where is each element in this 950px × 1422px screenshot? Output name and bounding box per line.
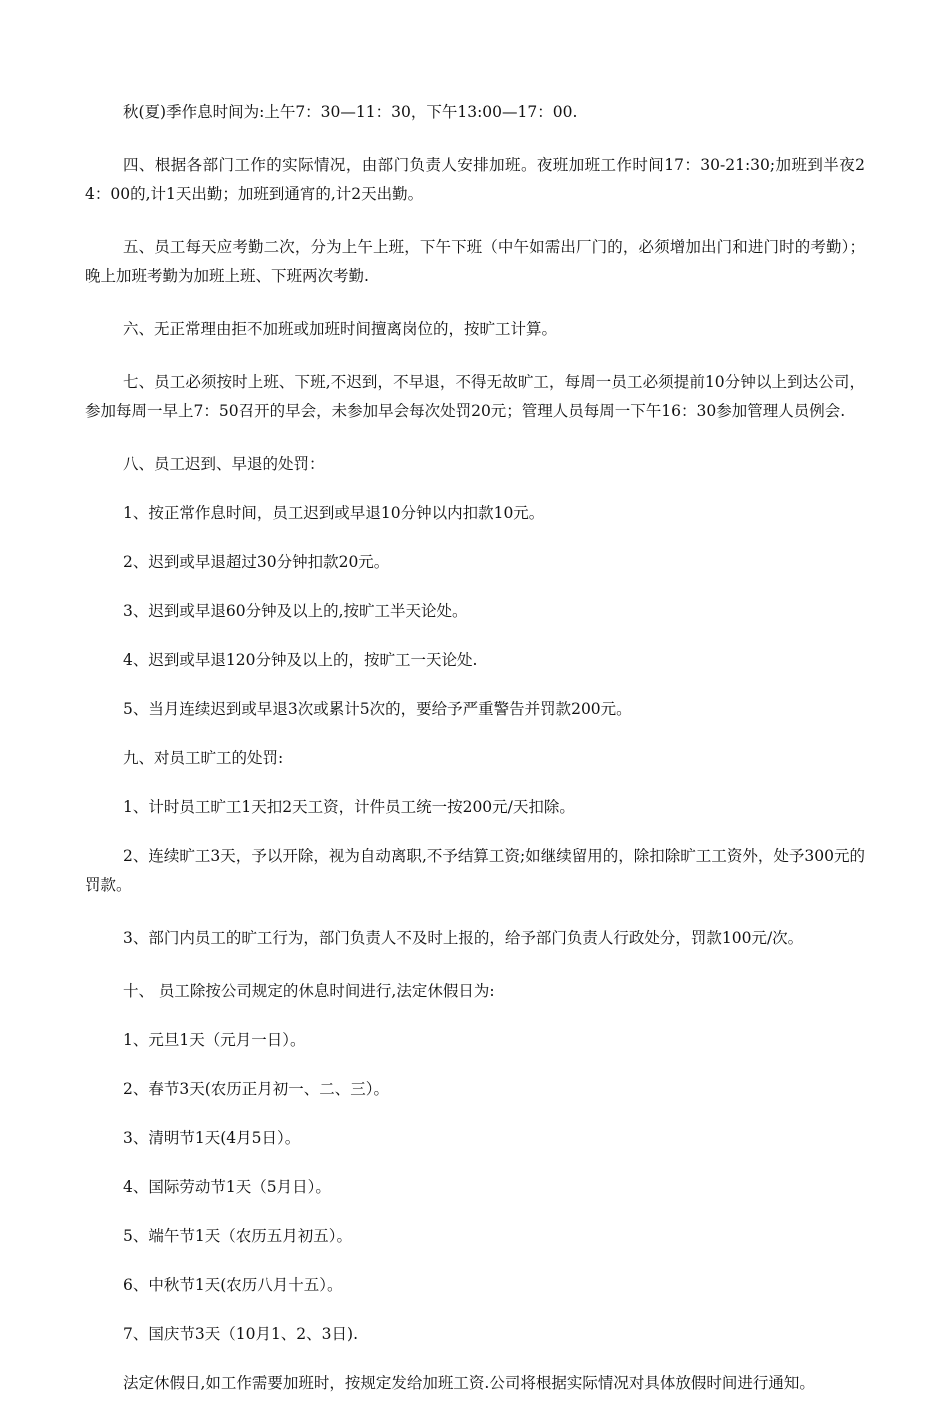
list-item: 4、国际劳动节1天（5月日）。: [123, 1178, 331, 1196]
list-item: 7、国庆节3天（10月1、2、3日).: [123, 1325, 359, 1343]
paragraph-overtime-rules: 四、根据各部门工作的实际情况，由部门负责人安排加班。夜班加班工作时间17：30-21:30;加班到半夜24：00的,计1天出勤；加班到通宵的,计2天出勤。: [85, 156, 865, 203]
list-item: 1、元旦1天（元月一日）。: [123, 1031, 306, 1049]
list-item: 5、端午节1天（农历五月初五）。: [123, 1227, 352, 1245]
list-item: 3、清明节1天(4月5日）。: [123, 1129, 301, 1147]
list-item: 3、部门内员工的旷工行为，部门负责人不及时上报的，给予部门负责人行政处分，罚款100元/次。: [123, 929, 804, 947]
paragraph-refuse-overtime: 六、无正常理由拒不加班或加班时间擅离岗位的，按旷工计算。: [123, 320, 558, 338]
list-item: 1、按正常作息时间，员工迟到或早退10分钟以内扣款10元。: [123, 504, 545, 522]
section-heading-absence-penalty: 九、对员工旷工的处罚:: [123, 749, 284, 767]
list-item: 2、迟到或早退超过30分钟扣款20元。: [123, 553, 390, 571]
list-item: 1、计时员工旷工1天扣2天工资，计件员工统一按200元/天扣除。: [123, 798, 575, 816]
paragraph-holiday-overtime: 法定休假日,如工作需要加班时，按规定发给加班工资.公司将根据实际情况对具体放假时间进行通知。: [123, 1374, 815, 1392]
section-heading-holidays: 十、 员工除按公司规定的休息时间进行,法定休假日为:: [123, 982, 495, 1000]
list-item: 5、当月连续迟到或早退3次或累计5次的，要给予严重警告并罚款200元。: [123, 700, 632, 718]
section-heading-late-penalty: 八、员工迟到、早退的处罚：: [123, 455, 325, 473]
document-page: [85, 98, 865, 1422]
list-item: 4、迟到或早退120分钟及以上的，按旷工一天论处.: [123, 651, 478, 669]
paragraph-autumn-schedule: 秋(夏)季作息时间为:上午7：30—11：30，下午13:00—17：00.: [123, 103, 578, 121]
list-item: 6、中秋节1天(农历八月十五）。: [123, 1276, 343, 1294]
list-item: 2、春节3天(农历正月初一、二、三）。: [123, 1080, 390, 1098]
list-item: 2、连续旷工3天，予以开除，视为自动离职,不予结算工资;如继续留用的，除扣除旷工工资外，处予300元的罚款。: [85, 847, 865, 894]
list-item: 3、迟到或早退60分钟及以上的,按旷工半天论处。: [123, 602, 468, 620]
paragraph-attendance-check: 五、员工每天应考勤二次，分为上午上班，下午下班（中午如需出厂门的，必须增加出门和进门时的考勤）；晚上加班考勤为加班上班、下班两次考勤.: [85, 238, 865, 285]
paragraph-punctuality: 七、员工必须按时上班、下班,不迟到，不早退，不得无故旷工，每周一员工必须提前10分钟以上到达公司，参加每周一早上7：50召开的早会，未参加早会每次处罚20元；管理人员每周一下午16：30参加管理人员例会.: [85, 373, 865, 420]
